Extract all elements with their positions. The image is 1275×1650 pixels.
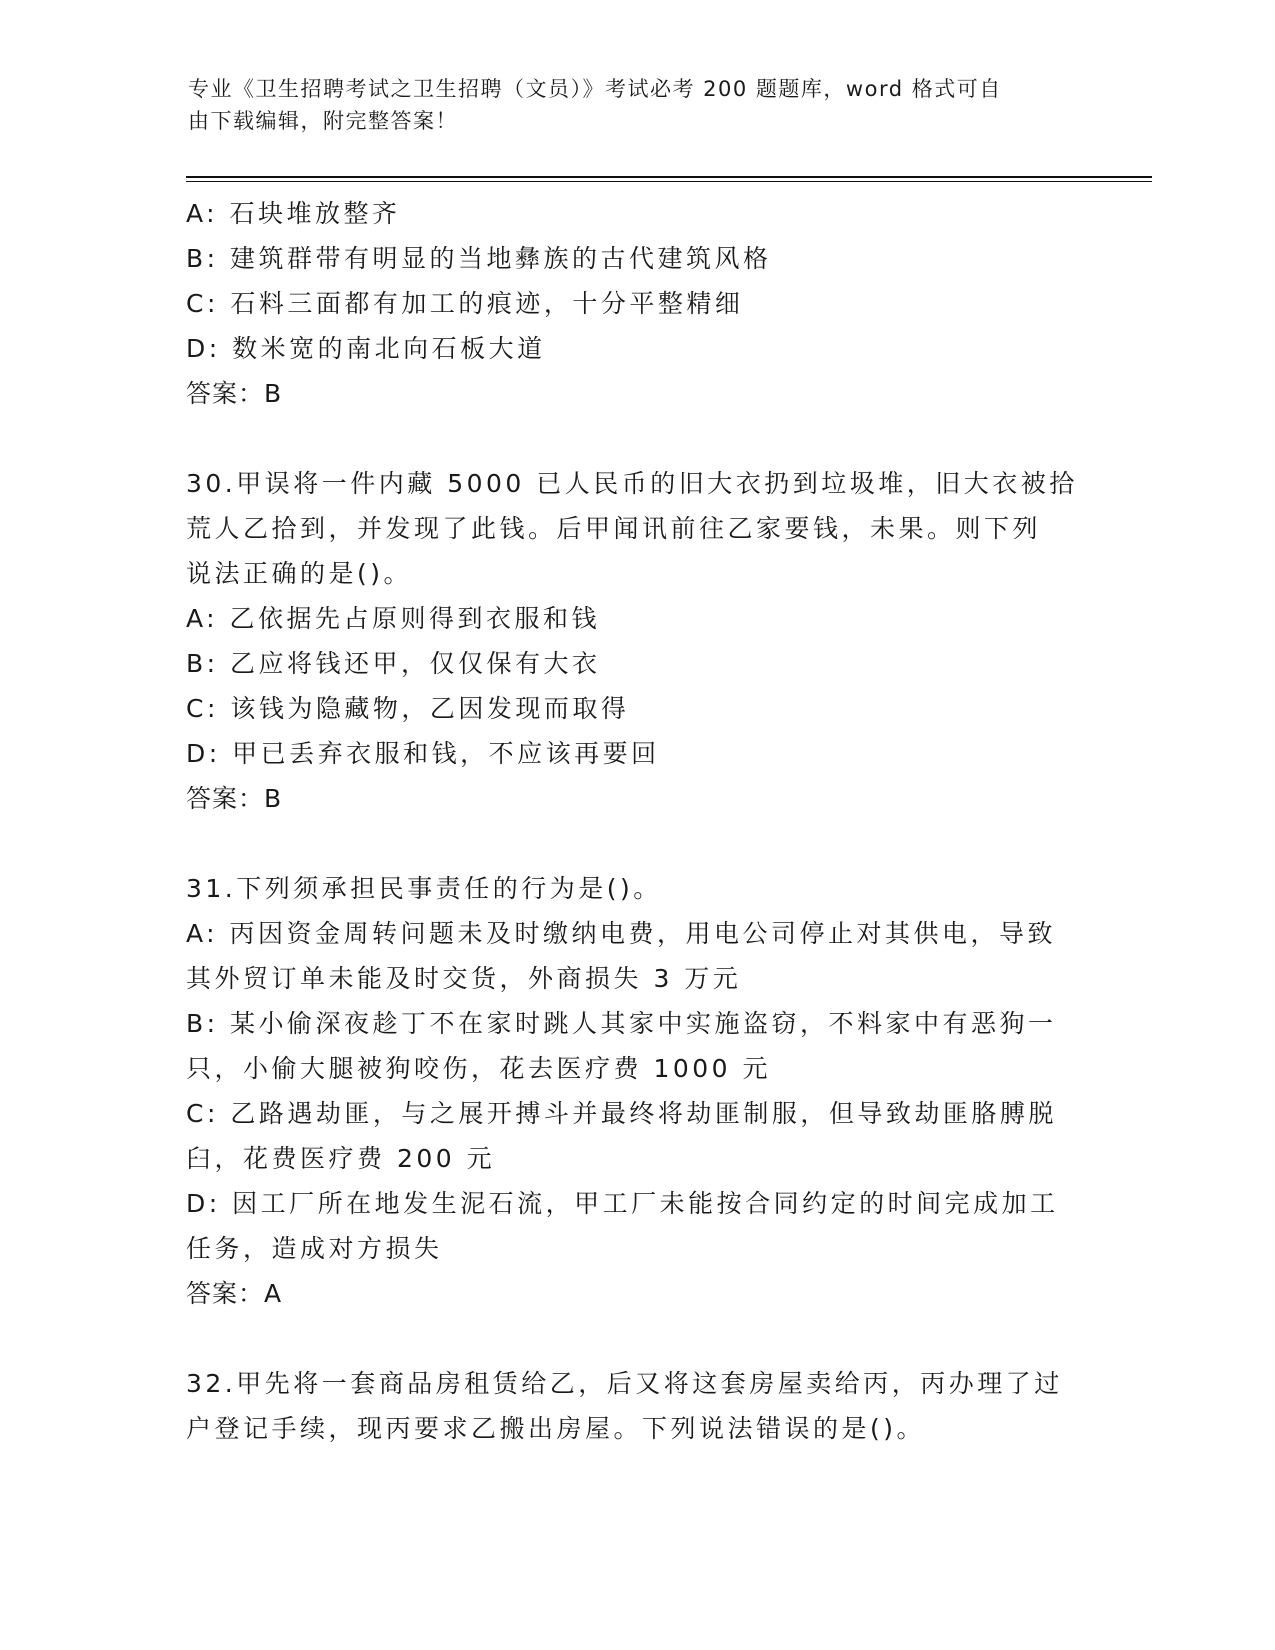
option-a-cont: 其外贸订单未能及时交货，外商损失 3 万元 — [186, 964, 742, 993]
spacer — [186, 1316, 1086, 1361]
question-stem: 荒人乙拾到，并发现了此钱。后甲闻讯前往乙家要钱，未果。则下列 — [186, 514, 1042, 543]
header-divider-thin — [186, 181, 1152, 182]
option-b: B: 某小偷深夜趁丁不在家时跳人其家中实施盗窃，不料家中有恶狗一 — [186, 1009, 1057, 1038]
answer: 答案：B — [186, 379, 283, 408]
option-d-cont: 任务，造成对方损失 — [186, 1234, 443, 1263]
option-a: A: 丙因资金周转问题未及时缴纳电费，用电公司停止对其供电，导致 — [186, 919, 1057, 948]
question-list — [186, 191, 1086, 1451]
option-a: A: 石块堆放整齐 — [186, 199, 401, 228]
document-header — [188, 73, 1068, 137]
option-b: B: 乙应将钱还甲，仅仅保有大衣 — [186, 649, 601, 678]
option-d: D: 因工厂所在地发生泥石流，甲工厂未能按合同约定的时间完成加工 — [186, 1189, 1059, 1218]
spacer — [186, 821, 1086, 866]
answer: 答案：B — [186, 784, 283, 813]
header-line: 由下载编辑，附完整答案！ — [188, 109, 458, 133]
question-stem: 31.下列须承担民事责任的行为是()。 — [186, 874, 662, 903]
answer: 答案：A — [186, 1279, 283, 1308]
option-a: A: 乙依据先占原则得到衣服和钱 — [186, 604, 601, 633]
option-b: B: 建筑群带有明显的当地彝族的古代建筑风格 — [186, 244, 772, 273]
question-stem: 30.甲误将一件内藏 5000 已人民币的旧大衣扔到垃圾堆，旧大衣被拾 — [186, 469, 1078, 498]
option-c: C: 该钱为隐藏物，乙因发现而取得 — [186, 694, 630, 723]
spacer — [186, 416, 1086, 461]
option-d: D: 数米宽的南北向石板大道 — [186, 334, 546, 363]
header-divider-thick — [186, 176, 1152, 178]
question-stem: 32.甲先将一套商品房租赁给乙，后又将这套房屋卖给丙，丙办理了过 — [186, 1369, 1063, 1398]
question-31 — [186, 866, 1086, 1316]
question-stem: 户登记手续，现丙要求乙搬出房屋。下列说法错误的是()。 — [186, 1414, 926, 1443]
question-29 — [186, 191, 1086, 416]
option-b-cont: 只，小偷大腿被狗咬伤，花去医疗费 1000 元 — [186, 1054, 772, 1083]
option-c: C: 乙路遇劫匪，与之展开搏斗并最终将劫匪制服，但导致劫匪胳膊脱 — [186, 1099, 1057, 1128]
question-32 — [186, 1361, 1086, 1451]
option-c-cont: 臼，花费医疗费 200 元 — [186, 1144, 496, 1173]
question-30 — [186, 461, 1086, 821]
option-d: D: 甲已丢弃衣服和钱，不应该再要回 — [186, 739, 660, 768]
option-c: C: 石料三面都有加工的痕迹，十分平整精细 — [186, 289, 744, 318]
question-stem: 说法正确的是()。 — [186, 559, 413, 588]
header-line: 专业《卫生招聘考试之卫生招聘（文员）》考试必考 200 题题库，word 格式可自 — [188, 77, 1002, 101]
